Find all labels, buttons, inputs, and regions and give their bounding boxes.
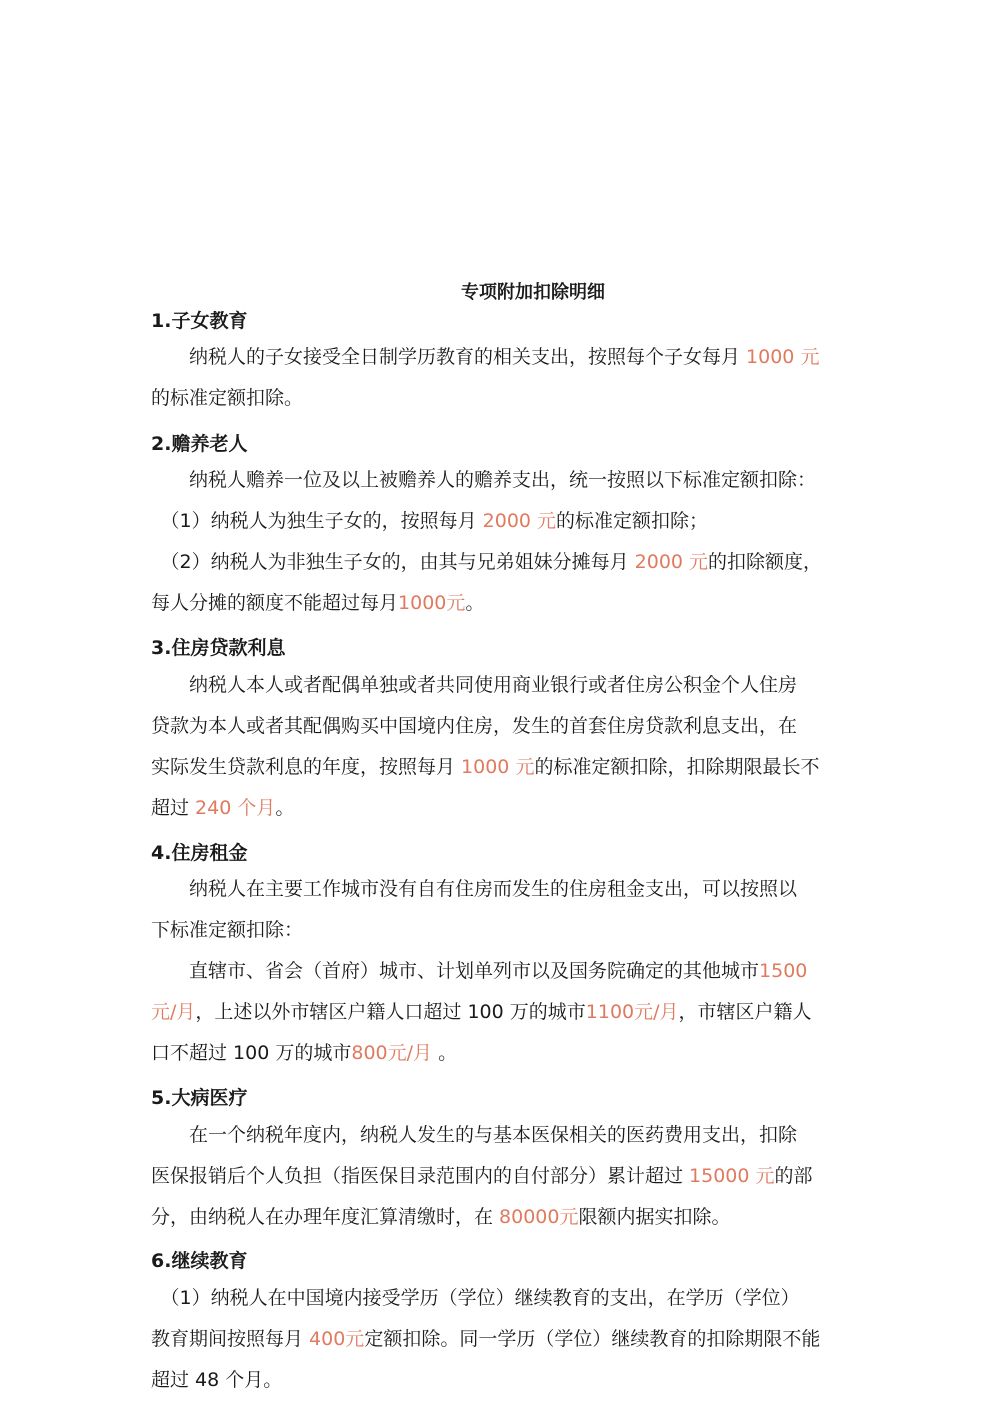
- highlighted-amount: 元/月: [151, 1001, 196, 1023]
- text-line: [151, 378, 871, 419]
- highlighted-amount: 400元: [309, 1328, 365, 1350]
- text-line: [151, 992, 871, 1033]
- text-line: [151, 706, 871, 747]
- page-title: 专项附加扣除明细: [461, 282, 605, 303]
- text-segment: （1）纳税人在中国境内接受学历（学位）继续教育的支出，在学历（学位）: [151, 1287, 800, 1309]
- text-line: [151, 1319, 871, 1360]
- section-heading: 5.大病医疗: [151, 1087, 248, 1109]
- section-paragraph: [151, 337, 871, 419]
- highlighted-amount: 1000 元: [461, 756, 535, 778]
- text-segment: 。: [432, 1042, 458, 1064]
- text-segment: 贷款为本人或者其配偶购买中国境内住房，发生的首套住房贷款利息支出，在: [151, 715, 798, 737]
- text-segment: 。: [275, 797, 295, 819]
- text-segment: 每人分摊的额度不能超过每月: [151, 592, 399, 614]
- text-segment: 超过 48 个月。: [151, 1369, 283, 1391]
- text-segment: 在一个纳税年度内，纳税人发生的与基本医保相关的医药费用支出，扣除: [151, 1124, 798, 1146]
- text-segment: （1）纳税人为独生子女的，按照每月: [151, 510, 483, 532]
- section-paragraph: [151, 869, 871, 1074]
- text-segment: 的标准定额扣除，扣除期限最长不: [534, 756, 820, 778]
- text-line: [151, 869, 871, 910]
- text-segment: 纳税人的子女接受全日制学历教育的相关支出，按照每个子女每月: [151, 346, 747, 368]
- text-segment: 分，由纳税人在办理年度汇算清缴时，在: [151, 1206, 500, 1228]
- text-line: [151, 1033, 871, 1074]
- text-segment: 口不超过 100 万的城市: [151, 1042, 352, 1064]
- text-line: [151, 460, 871, 501]
- text-segment: 医保报销后个人负担（指医保目录范围内的自付部分）累计超过: [151, 1165, 690, 1187]
- text-segment: 教育期间按照每月: [151, 1328, 310, 1350]
- section-heading: 6.继续教育: [151, 1250, 248, 1272]
- text-segment: 的标准定额扣除；: [556, 510, 709, 532]
- section-paragraph: [151, 1278, 871, 1401]
- highlighted-amount: 15000 元: [689, 1165, 775, 1187]
- text-segment: 纳税人本人或者配偶单独或者共同使用商业银行或者住房公积金个人住房: [151, 674, 798, 696]
- highlighted-amount: 2000 元: [634, 551, 709, 573]
- text-line: [151, 910, 871, 951]
- section-paragraph: [151, 1115, 871, 1238]
- text-line: [151, 583, 871, 624]
- highlighted-amount: 1000元: [398, 592, 466, 614]
- highlighted-amount: 1100元/月: [585, 1001, 679, 1023]
- text-segment: 纳税人在主要工作城市没有自有住房而发生的住房租金支出，可以按照以: [151, 878, 798, 900]
- text-segment: ，上述以外市辖区户籍人口超过 100 万的城市: [195, 1001, 586, 1023]
- section-heading: 2.赡养老人: [151, 433, 248, 455]
- section-paragraph: [151, 460, 871, 624]
- text-segment: （2）纳税人为非独生子女的，由其与兄弟姐妹分摊每月: [151, 551, 635, 573]
- text-segment: 超过: [151, 797, 196, 819]
- highlighted-amount: 1000 元: [746, 346, 820, 368]
- text-segment: 纳税人赡养一位及以上被赡养人的赡养支出，统一按照以下标准定额扣除：: [151, 469, 817, 491]
- section-heading: 1.子女教育: [151, 310, 248, 332]
- text-line: [151, 665, 871, 706]
- section-paragraph: [151, 665, 871, 829]
- text-line: [151, 501, 871, 542]
- text-line: [151, 1156, 871, 1197]
- text-segment: ，市辖区户籍人: [678, 1001, 812, 1023]
- text-line: [151, 1115, 871, 1156]
- text-segment: 。: [465, 592, 485, 614]
- text-line: [151, 542, 871, 583]
- text-line: [151, 1197, 871, 1238]
- text-segment: 的部: [774, 1165, 813, 1187]
- text-segment: 定额扣除。同一学历（学位）继续教育的扣除期限不能: [364, 1328, 821, 1350]
- text-line: [151, 788, 871, 829]
- section-heading: 3.住房贷款利息: [151, 637, 286, 659]
- text-segment: 的标准定额扣除。: [151, 387, 304, 409]
- text-line: [151, 747, 871, 788]
- text-segment: 直辖市、省会（首府）城市、计划单列市以及国务院确定的其他城市: [151, 960, 760, 982]
- text-line: [151, 1360, 871, 1401]
- text-segment: 限额内据实扣除。: [578, 1206, 731, 1228]
- highlighted-amount: 240 个月: [195, 797, 276, 819]
- text-segment: 实际发生贷款利息的年度，按照每月: [151, 756, 462, 778]
- text-line: [151, 951, 871, 992]
- highlighted-amount: 800元/月: [351, 1042, 433, 1064]
- text-line: [151, 337, 871, 378]
- highlighted-amount: 80000元: [499, 1206, 579, 1228]
- text-segment: 下标准定额扣除：: [151, 919, 304, 941]
- text-segment: 的扣除额度，: [708, 551, 823, 573]
- highlighted-amount: 2000 元: [482, 510, 557, 532]
- section-heading: 4.住房租金: [151, 842, 248, 864]
- text-line: [151, 1278, 871, 1319]
- highlighted-amount: 1500: [759, 960, 808, 982]
